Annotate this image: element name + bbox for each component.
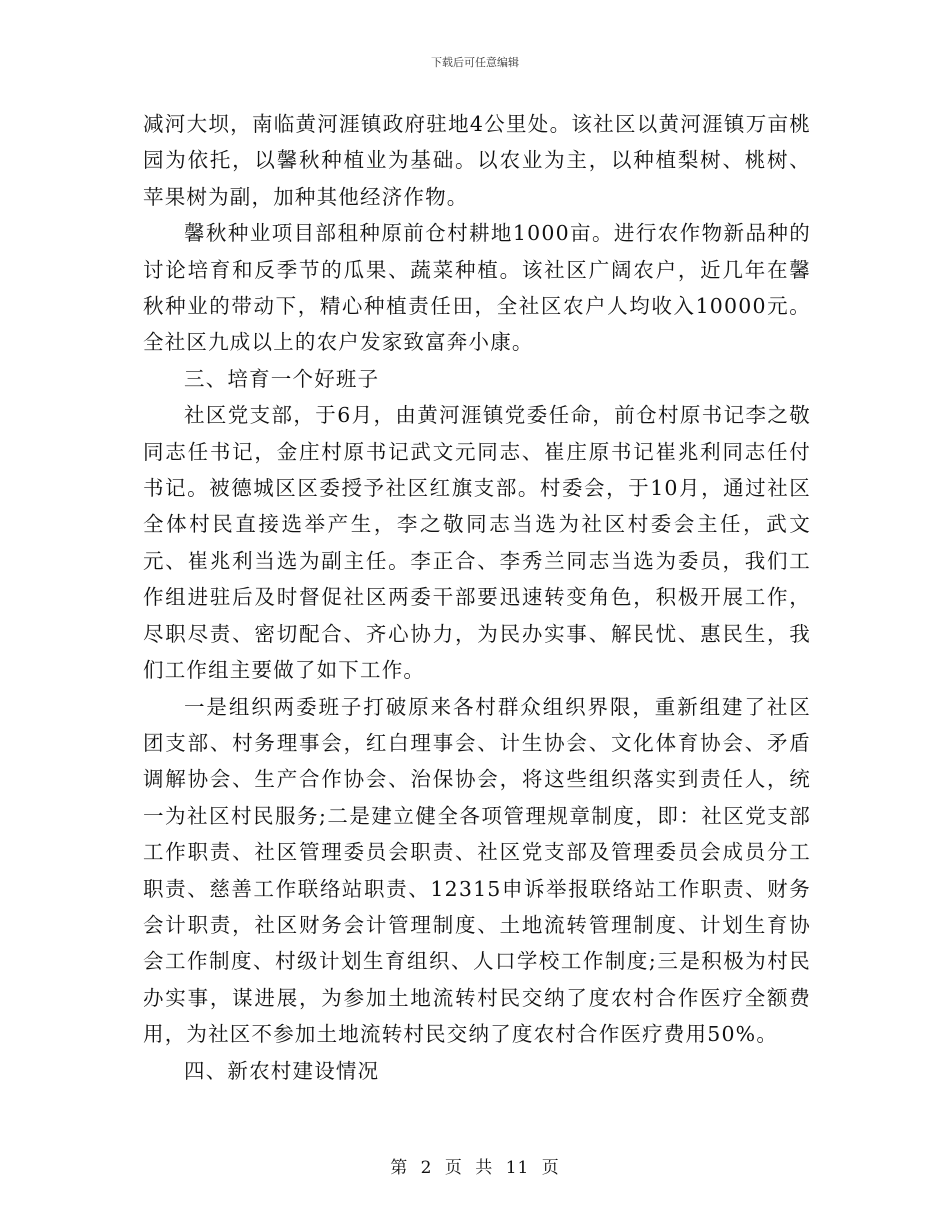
document-body <box>143 106 811 1089</box>
section-heading: 四、新农村建设情况 <box>184 1058 380 1083</box>
paragraph: 一是组织两委班子打破原来各村群众组织界限，重新组建了社区团支部、村务理事会，红白理事会、计生协会、文化体育协会、矛盾调解协会、生产合作协会、治保协会，将这些组织落实到责任人，统一为社区村民服务;二是建立健全各项管理规章制度，即：社区党支部工作职责、社区管理委员会职责、社区党支部及管理委员会成员分工职责、慈善工作联络站职责、12315申诉举报联络站工作职责、财务会计职责，社区财务会计管理制度、土地流转管理制度、计划生育协会工作制度、村级计划生育组织、人口学校工作制度;三是积极为村民办实事，谋进展，为参加土地流转村民交纳了度农村合作医疗全额费用，为社区不参加土地流转村民交纳了度农村合作医疗费用50%。 <box>143 694 811 1047</box>
paragraph: 馨秋种业项目部租种原前仓村耕地1000亩。进行农作物新品种的讨论培育和反季节的瓜果、蔬菜种植。该社区广阔农户，近几年在馨秋种业的带动下，精心种植责任田，全社区农户人均收入10000元。全社区九成以上的农户发家致富奔小康。 <box>143 221 811 355</box>
page-header: 下载后可任意编辑 <box>431 56 519 69</box>
page-number-footer: 第 2 页 共 11 页 <box>390 1158 560 1178</box>
section-heading: 三、培育一个好班子 <box>184 366 380 391</box>
paragraph: 减河大坝，南临黄河涯镇政府驻地4公里处。该社区以黄河涯镇万亩桃园为依托，以馨秋种植业为基础。以农业为主，以种植梨树、桃树、苹果树为副，加种其他经济作物。 <box>143 112 811 209</box>
paragraph: 社区党支部，于6月，由黄河涯镇党委任命，前仓村原书记李之敬同志任书记，金庄村原书记武文元同志、崔庄原书记崔兆利同志任付书记。被德城区区委授予社区红旗支部。村委会，于10月，通过社区全体村民直接选举产生，李之敬同志当选为社区村委会主任，武文元、崔兆利当选为副主任。李正合、李秀兰同志当选为委员，我们工作组进驻后及时督促社区两委干部要迅速转变角色，积极开展工作，尽职尽责、密切配合、齐心协力，为民办实事、解民忧、惠民生，我们工作组主要做了如下工作。 <box>143 403 811 683</box>
